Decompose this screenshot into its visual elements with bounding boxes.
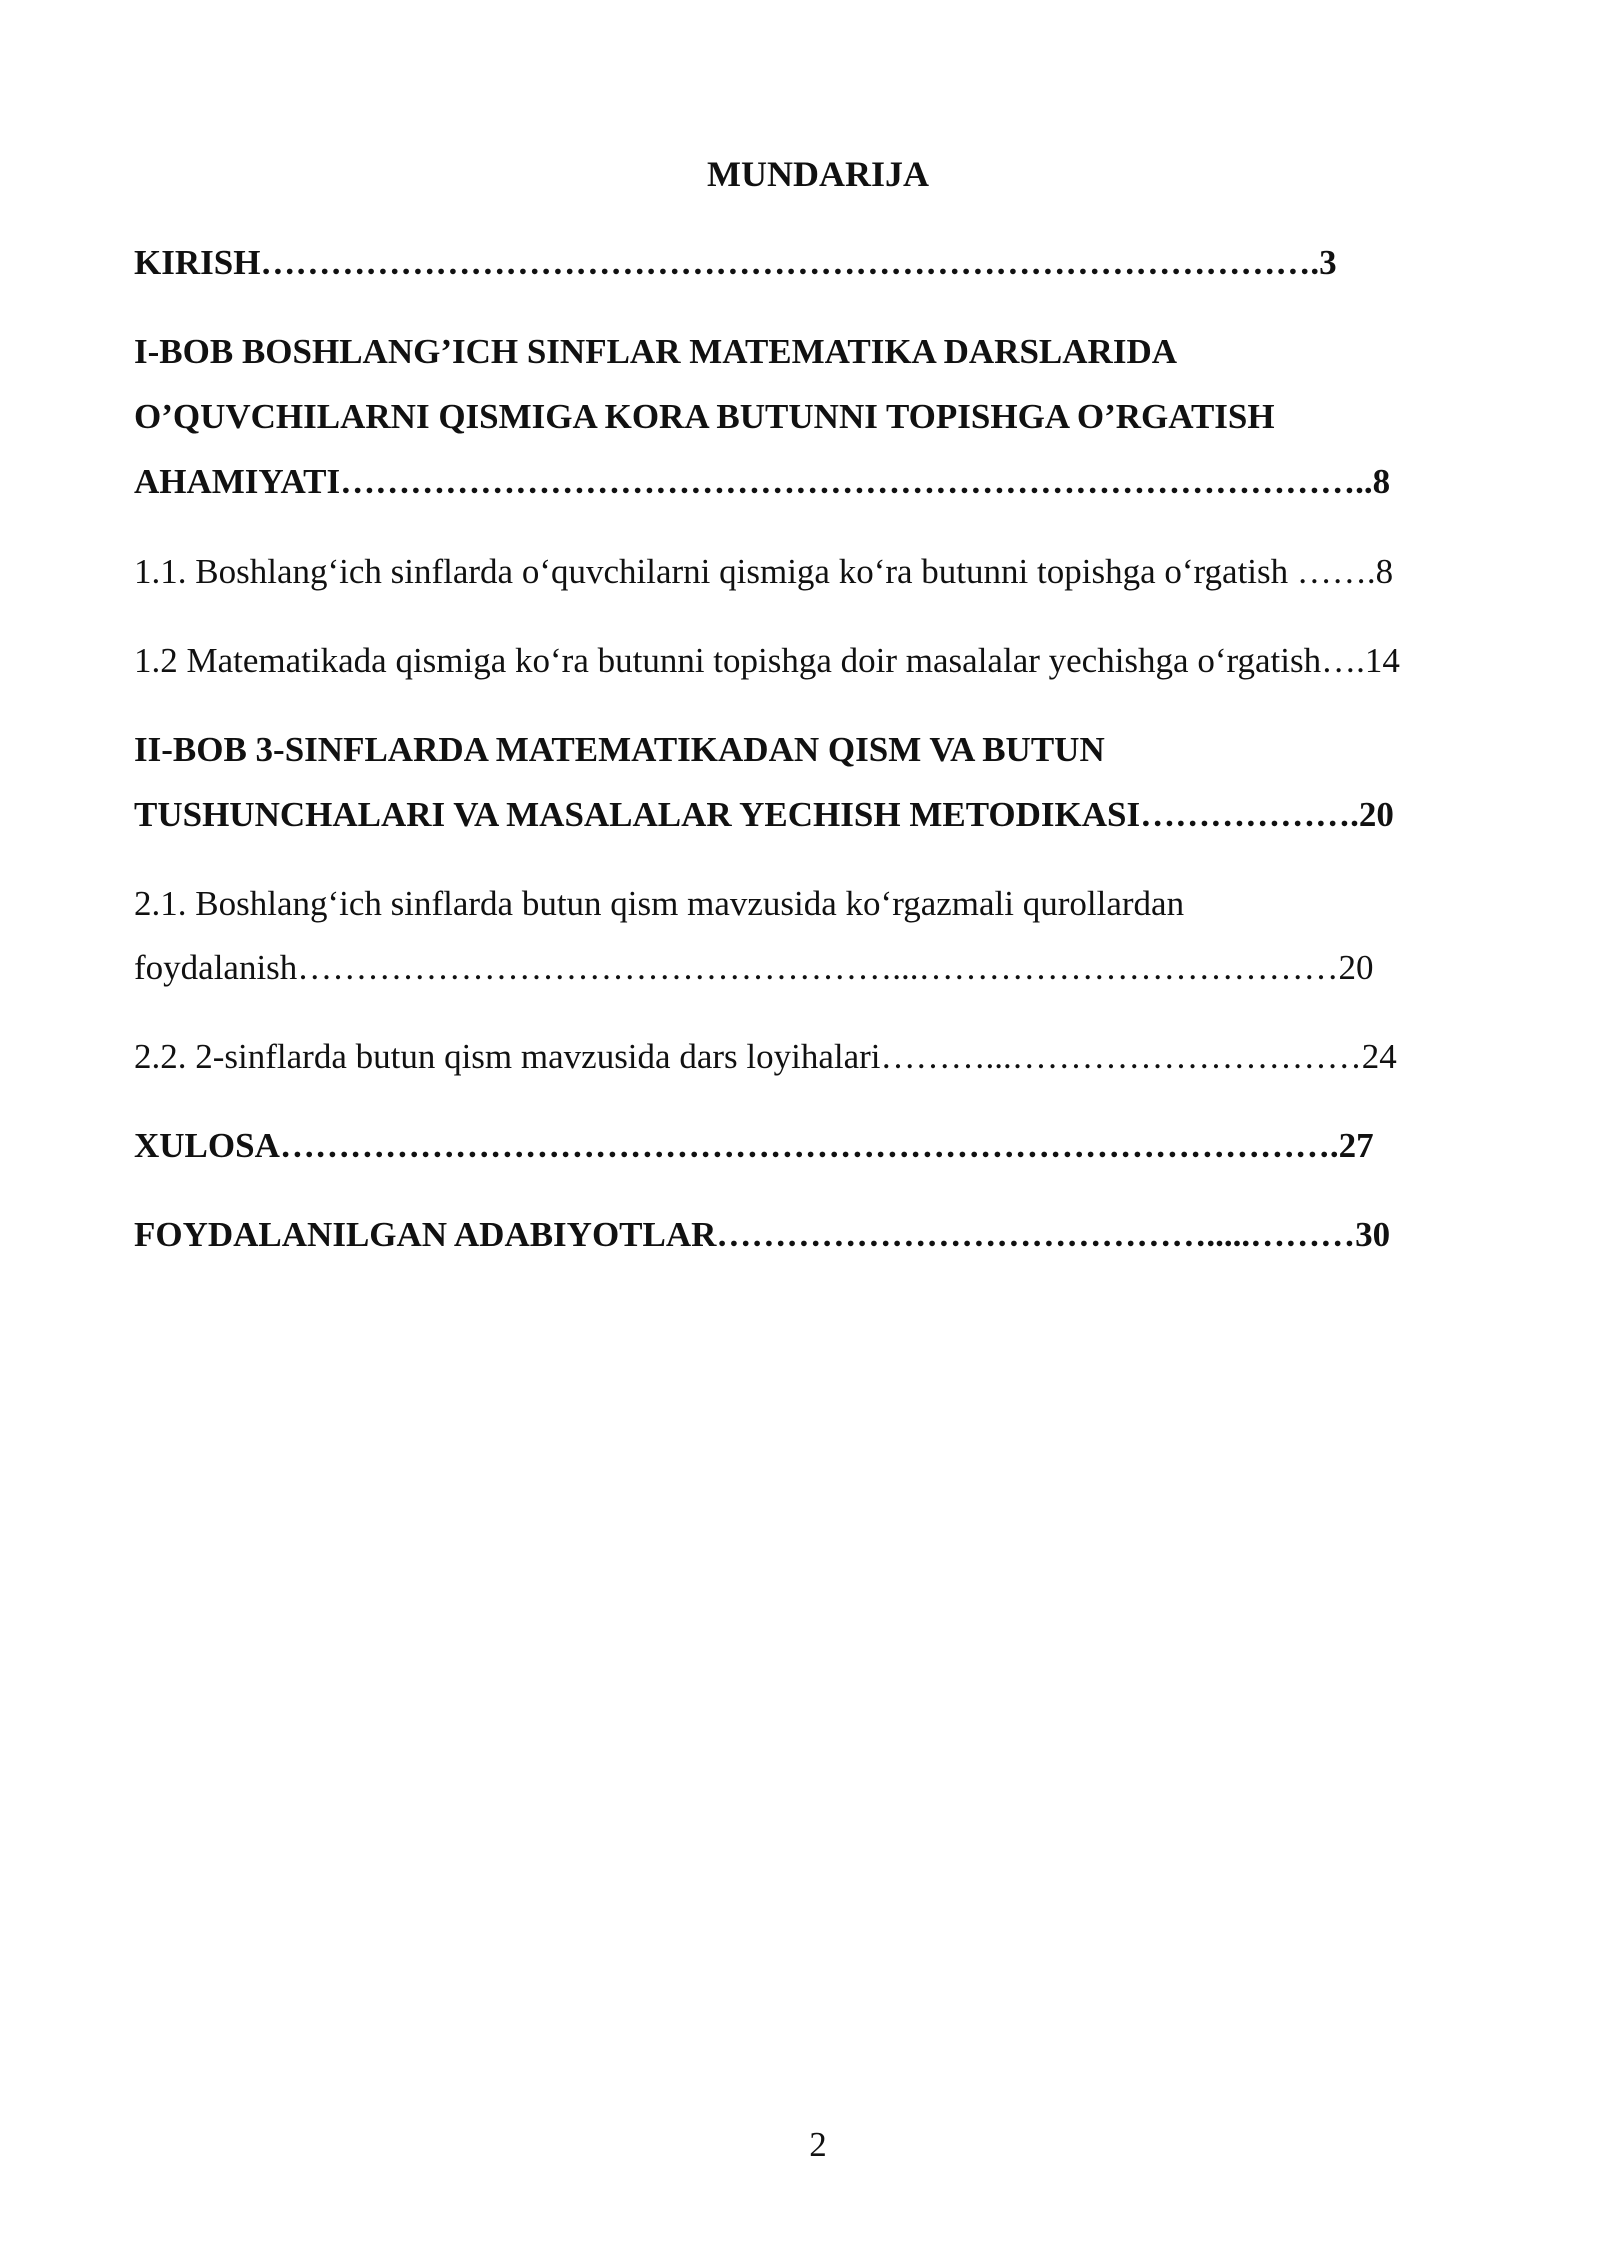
toc-entry-chapter-1-line-2: O’QUVCHILARNI QISMIGA KORA BUTUNNI TOPISHGA O’RGATISH <box>134 397 1275 436</box>
toc-entry-section-2-1-line-1: 2.1. Boshlang‘ich sinflarda butun qism mavzusida ko‘rgazmali qurollardan <box>134 884 1185 923</box>
toc-entry-chapter-2-line-1: II-BOB 3-SINFLARDA MATEMATIKADAN QISM VA BUTUN <box>134 730 1105 769</box>
toc-entry-section-1-2: 1.2 Matematikada qismiga ko‘ra butunni topishga doir masalalar yechishga o‘rgatish….14 <box>134 641 1400 680</box>
toc-entry-chapter-1-line-3: AHAMIYATI……………………………………………………………………………..8 <box>134 462 1391 501</box>
toc-entry-section-2-2: 2.2. 2-sinflarda butun qism mavzusida dars loyihalari………...…………………………24 <box>134 1037 1397 1076</box>
toc-entry-xulosa: XULOSA……………………………………………………………………………….27 <box>134 1126 1374 1165</box>
toc-entry-section-2-1-line-2: foydalanish……………………………………………...………………………………20 <box>134 948 1374 987</box>
toc-entry-kirish: KIRISH……………………………………………………………………………….3 <box>134 243 1337 282</box>
toc-entry-references: FOYDALANILGAN ADABIYOTLAR…………………………………….....………30 <box>134 1215 1391 1254</box>
toc-entry-section-1-1: 1.1. Boshlang‘ich sinflarda o‘quvchilarni qismiga ko‘ra butunni topishga o‘rgatish …….8 <box>134 552 1394 591</box>
toc-entry-chapter-2-line-2: TUSHUNCHALARI VA MASALALAR YECHISH METODIKASI……………….20 <box>134 795 1394 834</box>
toc-title: MUNDARIJA <box>707 154 929 194</box>
page-number: 2 <box>809 2125 827 2164</box>
toc-entry-chapter-1-line-1: I-BOB BOSHLANG’ICH SINFLAR MATEMATIKA DARSLARIDA <box>134 332 1177 371</box>
